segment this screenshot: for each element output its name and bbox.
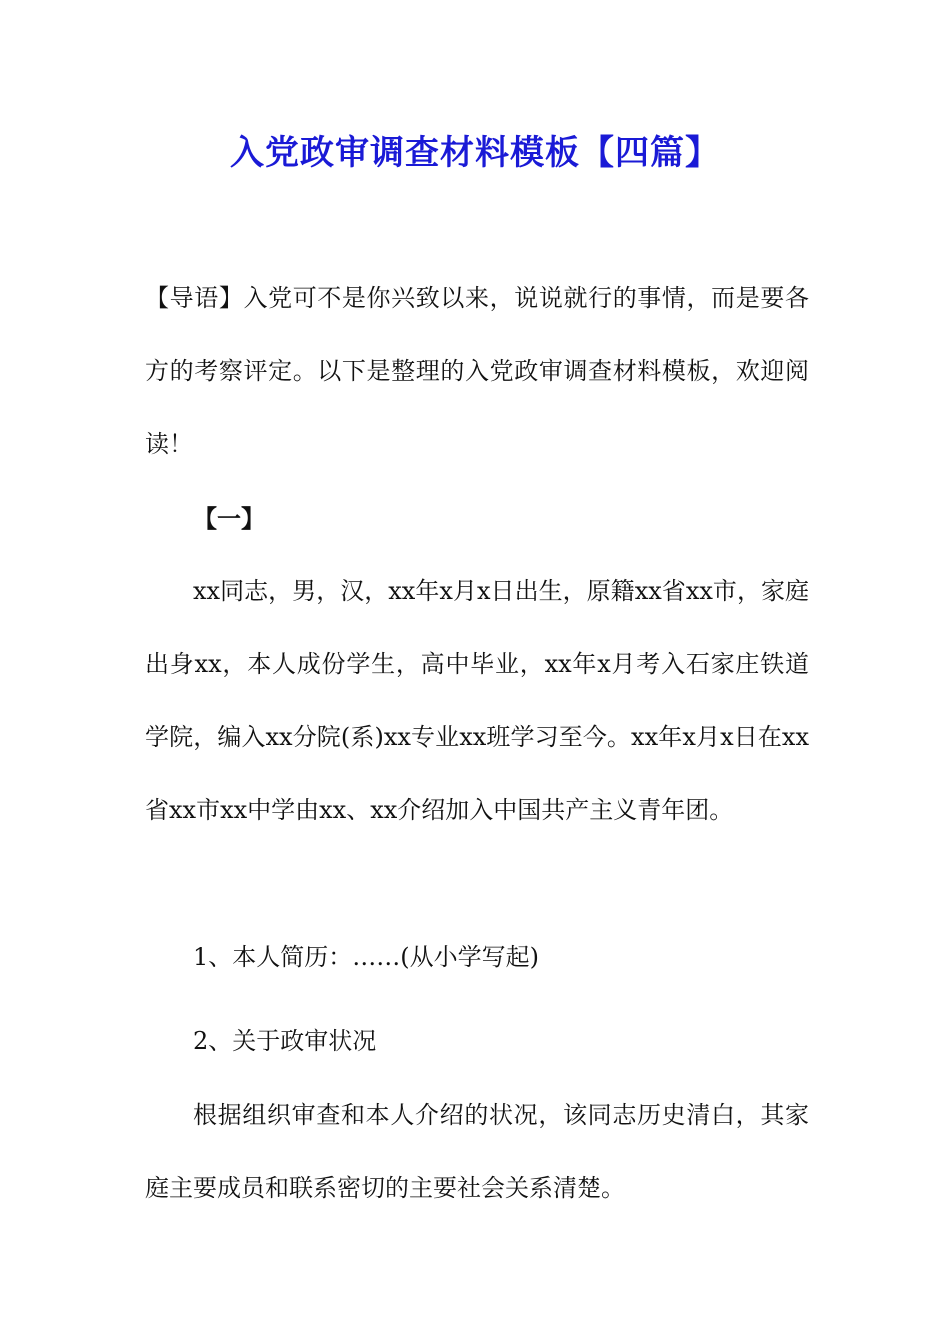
section-paragraph-1: xx同志，男，汉，xx年x月x日出生，原籍xx省xx市，家庭出身xx，本人成份学生，高中毕业，xx年x月考入石家庄铁道学院，编入xx分院(系)xx专业xx班学习至今。xx年x月x日在xx省xx市xx中学由xx、xx介绍加入中国共产主义青年团。 — [145, 577, 809, 824]
section-heading: 【一】 — [193, 504, 265, 533]
document-title: 入党政审调查材料模板【四篇】 — [230, 133, 720, 173]
section-paragraph-2: 根据组织审查和本人介绍的状况，该同志历史清白，其家庭主要成员和联系密切的主要社会关系清楚。 — [145, 1101, 809, 1202]
list-item-resume: 1、本人简历：……(从小学写起) — [193, 943, 539, 971]
intro-paragraph: 【导语】入党可不是你兴致以来，说说就行的事情，而是要各方的考察评定。以下是整理的入党政审调查材料模板，欢迎阅读！ — [145, 284, 809, 458]
list-item-political-review: 2、关于政审状况 — [193, 1027, 377, 1055]
